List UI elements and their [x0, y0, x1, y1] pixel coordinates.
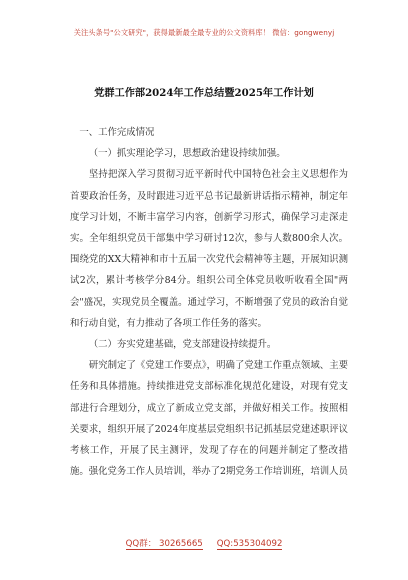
qq-group-link[interactable]: QQ群： 30265665 [125, 539, 203, 549]
footer-contact [0, 537, 408, 549]
body-paragraph: 坚持把深入学习贯彻习近平新时代中国特色社会主义思想作为首要政治任务，及时跟进习近平总书记最新讲话指示精神，制定年度学习计划，不断丰富学习内容，创新学习形式，确保学习走深走实。全年组织党员干部集中学习研讨12次，参与人数800余人次。围绕党的XX大精神和市十五届一次党代会精神等主题，开展知识测试2次，累计考核学分84分。组织公司全体党员收听收看全国"两会"盛况，实现党员全覆盖。通过学习，不断增强了党员的政治自觉和行动自觉，有力推动了各项工作任务的落实。 [70, 169, 348, 329]
section-heading: 一、工作完成情况 [79, 127, 155, 138]
subsection-heading: （一）抓实理论学习，思想政治建设持续加强。 [88, 148, 286, 160]
document-title: 党群工作部2024年工作总结暨2025年工作计划 [94, 87, 314, 99]
subsection-heading: （二）夯实党建基础，党支部建设持续提升。 [88, 339, 277, 351]
body-paragraph: 研究制定了《党建工作要点》，明确了党建工作重点领域、主要任务和具体措施。持续推进党支部标准化规范化建设，对现有党支部进行合理划分，成立了新成立党支部，并做好相关工作。按照相关要求，组织开展了2024年度基层党组织书记抓基层党建述职评议考核工作，开展了民主测评，发现了存在的问题并制定了整改措施。强化党务工作人员培训，举办了2期党务工作培训班，培训人员 [70, 360, 348, 478]
document-body [70, 122, 348, 482]
qq-contact-link[interactable]: QQ:535304092 [216, 539, 283, 549]
promo-banner: 关注头条号"公文研究"，获得最新最全最专业的公文资料库！ 微信：gongwenyj [73, 28, 335, 37]
